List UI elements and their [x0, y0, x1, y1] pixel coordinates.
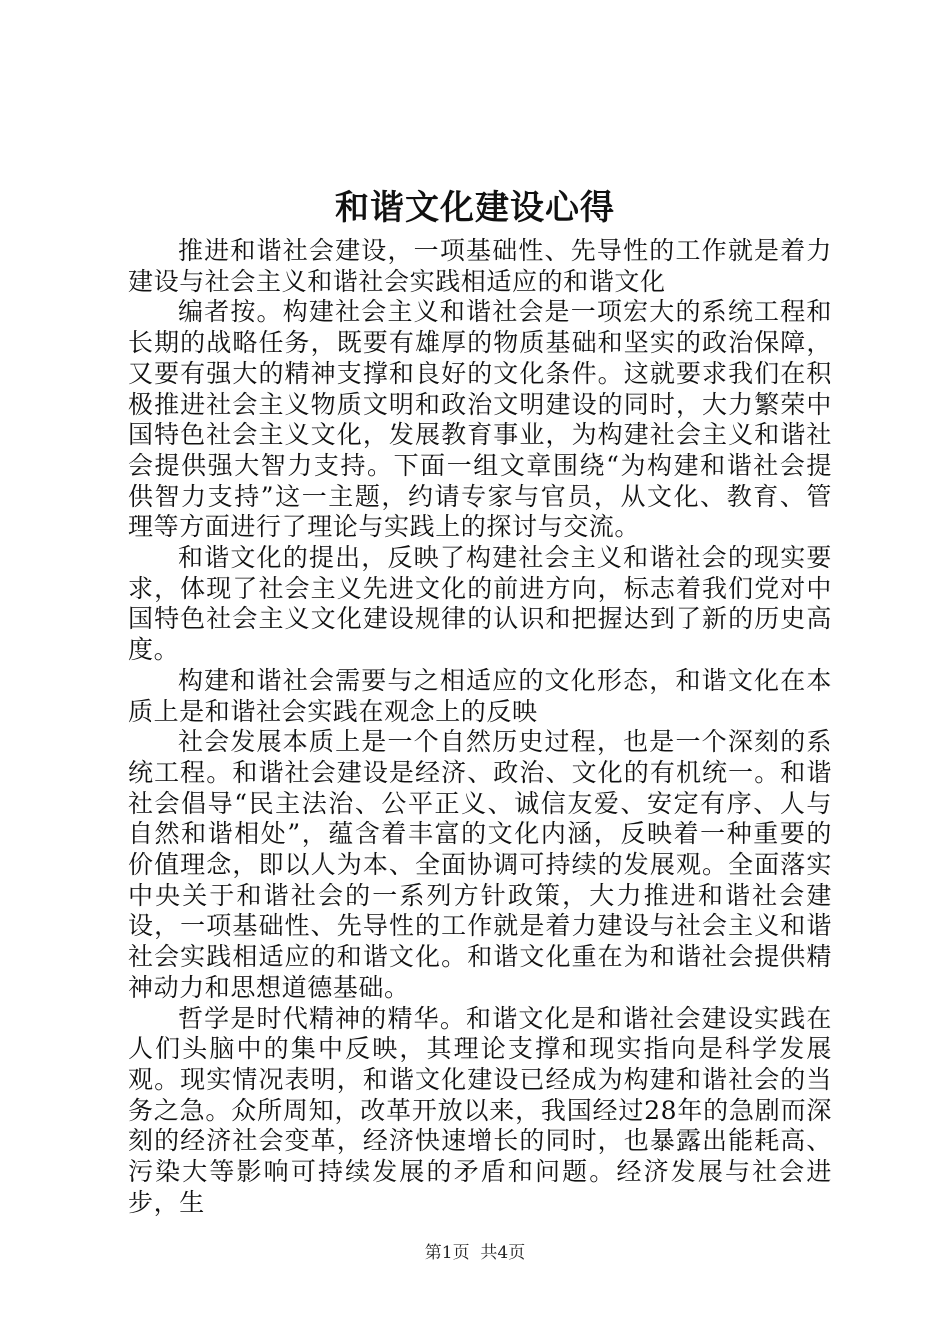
paragraph: 推进和谐社会建设，一项基础性、先导性的工作就是着力建设与社会主义和谐社会实践相适应的和谐文化 [128, 236, 832, 296]
paragraph: 社会发展本质上是一个自然历史过程，也是一个深刻的系统工程。和谐社会建设是经济、政治、文化的有机统一。和谐社会倡导“民主法治、公平正义、诚信友爱、安定有序、人与自然和谐相处”，蕴含着丰富的文化内涵，反映着一种重要的价值理念，即以人为本、全面协调可持续的发展观。全面落实中央关于和谐社会的一系列方针政策，大力推进和谐社会建设，一项基础性、先导性的工作就是着力建设与社会主义和谐社会实践相适应的和谐文化。和谐文化重在为和谐社会提供精神动力和思想道德基础。 [128, 727, 832, 1002]
page-total: 共4页 [480, 1243, 526, 1263]
paragraph: 构建和谐社会需要与之相适应的文化形态，和谐文化在本质上是和谐社会实践在观念上的反映 [128, 665, 832, 726]
paragraph: 哲学是时代精神的精华。和谐文化是和谐社会建设实践在人们头脑中的集中反映，其理论支撑和现实指向是科学发展观。现实情况表明，和谐文化建设已经成为构建和谐社会的当务之急。众所周知，改革开放以来，我国经过28年的急剧而深刻的经济社会变革，经济快速增长的同时，也暴露出能耗高、污染大等影响可持续发展的矛盾和问题。经济发展与社会进步，生 [128, 1003, 832, 1217]
document-body [128, 236, 832, 1219]
page-number: 第1页 [424, 1243, 470, 1263]
page-footer [0, 1242, 950, 1264]
paragraph: 编者按。构建社会主义和谐社会是一项宏大的系统工程和长期的战略任务，既要有雄厚的物质基础和坚实的政治保障，又要有强大的精神支撑和良好的文化条件。这就要求我们在积极推进社会主义物质文明和政治文明建设的同时，大力繁荣中国特色社会主义文化，发展教育事业，为构建社会主义和谐社会提供强大智力支持。下面一组文章围绕“为构建和谐社会提供智力支持”这一主题，约请专家与官员，从文化、教育、管理等方面进行了理论与实践上的探讨与交流。 [128, 297, 832, 542]
paragraph: 和谐文化的提出，反映了构建社会主义和谐社会的现实要求，体现了社会主义先进文化的前进方向，标志着我们党对中国特色社会主义文化建设规律的认识和把握达到了新的历史高度。 [128, 543, 832, 665]
document-title: 和谐文化建设心得 [335, 188, 615, 228]
